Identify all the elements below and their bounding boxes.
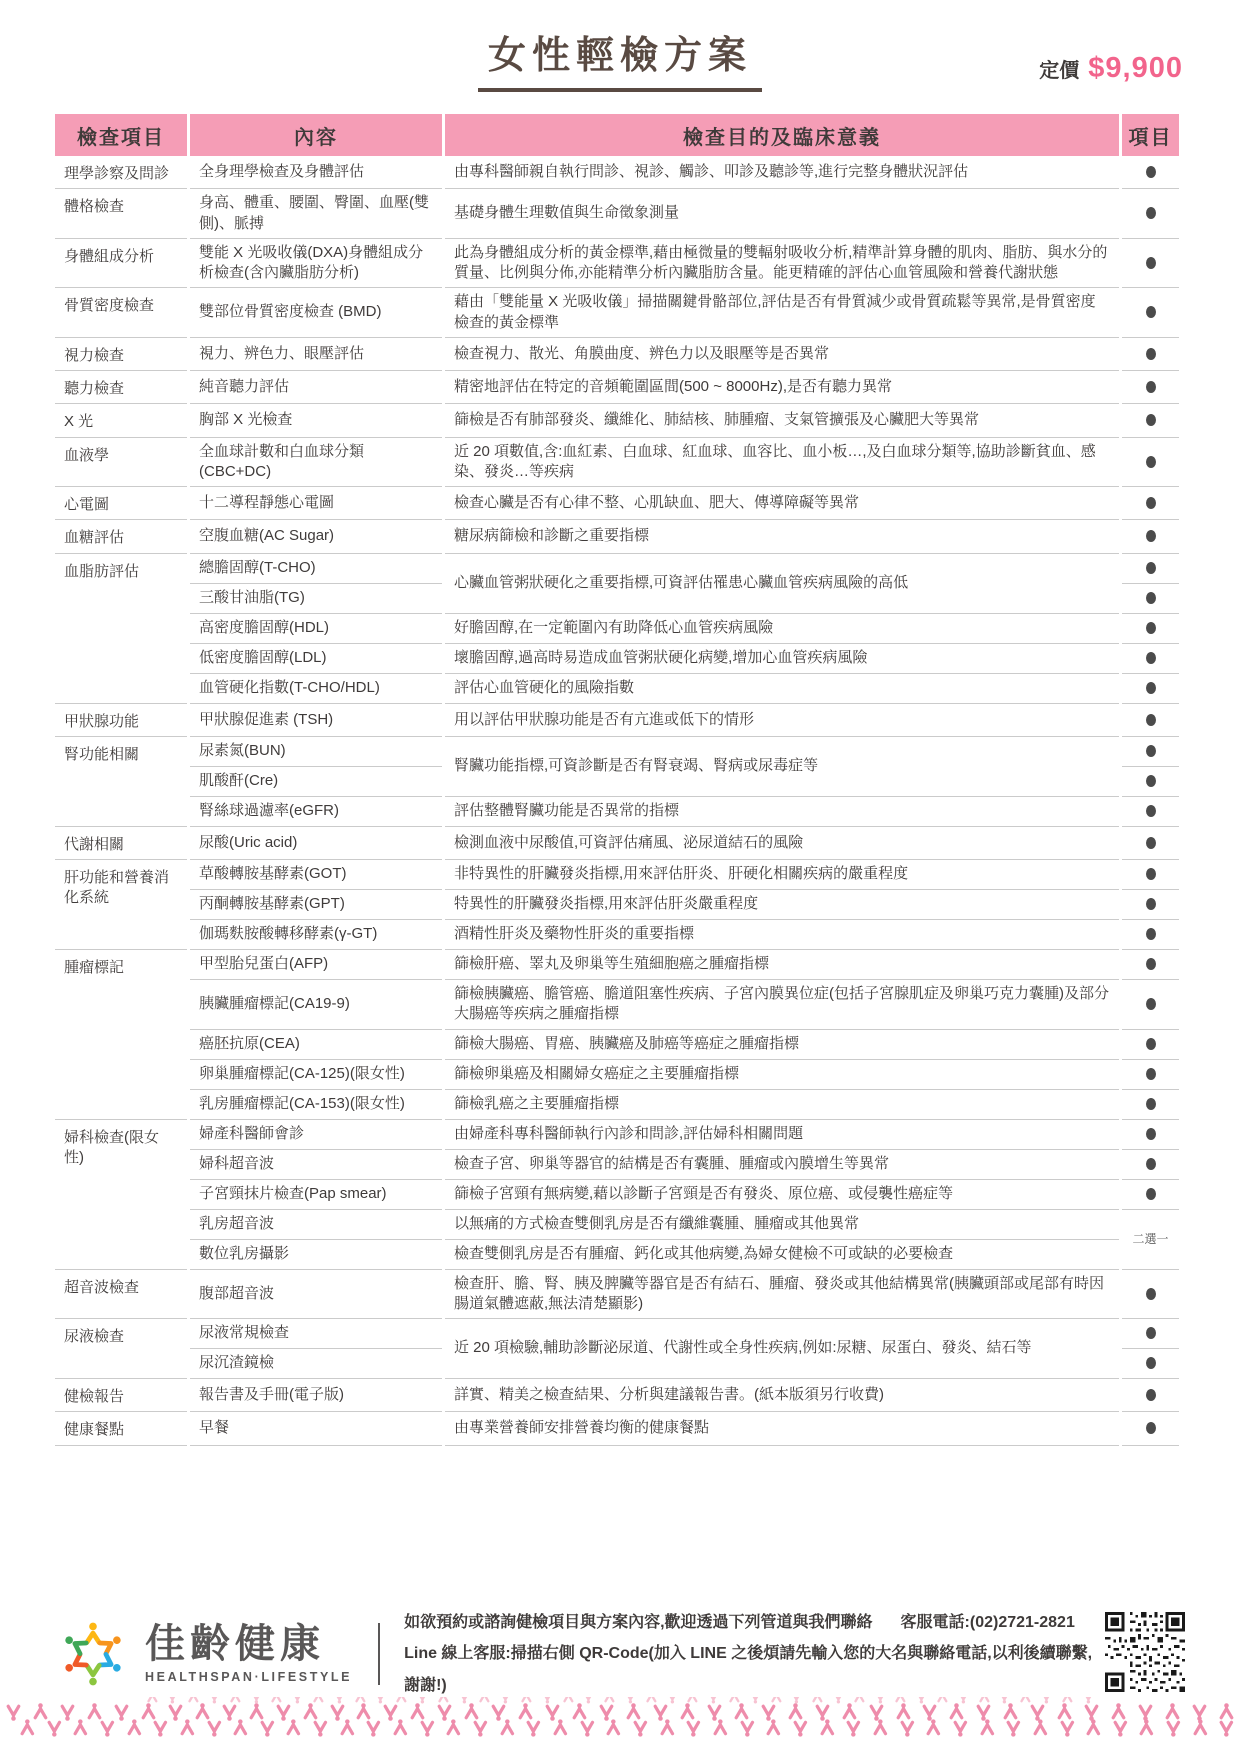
brand-logo-icon bbox=[55, 1616, 131, 1692]
content-cell: 甲型胎兒蛋白(AFP) bbox=[190, 950, 442, 980]
purpose-cell: 評估心血管硬化的風險指數 bbox=[445, 674, 1119, 704]
purpose-cell: 檢查視力、散光、角膜曲度、辨色力以及眼壓等是否異常 bbox=[445, 338, 1119, 371]
content-cell: 婦科超音波 bbox=[190, 1150, 442, 1180]
mark-cell bbox=[1122, 520, 1179, 553]
included-dot-icon bbox=[1146, 775, 1156, 787]
included-dot-icon bbox=[1146, 562, 1156, 574]
purpose-cell: 篩檢胰臟癌、膽管癌、膽道阻塞性疾病、子宮內膜異位症(包括子宮腺肌症及卵巢巧克力囊腫)及部分大腸癌等疾病之腫瘤指標 bbox=[445, 980, 1119, 1030]
included-dot-icon bbox=[1146, 837, 1156, 849]
table-row bbox=[55, 338, 1179, 371]
included-dot-icon bbox=[1146, 497, 1156, 509]
mark-cell bbox=[1122, 1270, 1179, 1320]
table-row bbox=[55, 371, 1179, 404]
table-row bbox=[55, 1180, 1179, 1210]
included-dot-icon bbox=[1146, 1357, 1156, 1369]
category-cell: 體格檢查 bbox=[55, 189, 187, 239]
purpose-cell: 酒精性肝炎及藥物性肝炎的重要指標 bbox=[445, 920, 1119, 950]
purpose-cell: 篩檢乳癌之主要腫瘤指標 bbox=[445, 1090, 1119, 1120]
purpose-cell: 檢查子宮、卵巢等器官的結構是否有囊腫、腫瘤或內膜增生等異常 bbox=[445, 1150, 1119, 1180]
table-row bbox=[55, 1412, 1179, 1445]
content-cell: 低密度膽固醇(LDL) bbox=[190, 644, 442, 674]
included-dot-icon bbox=[1146, 958, 1156, 970]
purpose-cell: 特異性的肝臟發炎指標,用來評估肝炎嚴重程度 bbox=[445, 890, 1119, 920]
brand-name: 佳齡健康 bbox=[145, 1622, 325, 1666]
category-cell: 婦科檢查(限女性) bbox=[55, 1120, 187, 1270]
category-cell: 甲狀腺功能 bbox=[55, 704, 187, 737]
included-dot-icon bbox=[1146, 928, 1156, 940]
included-dot-icon bbox=[1146, 1128, 1156, 1140]
contact-line-1 bbox=[404, 1607, 1093, 1638]
mark-cell bbox=[1122, 827, 1179, 860]
mark-cell bbox=[1122, 767, 1179, 797]
included-dot-icon bbox=[1146, 1038, 1156, 1050]
mark-cell bbox=[1122, 1412, 1179, 1445]
purpose-cell: 非特異性的肝臟發炎指標,用來評估肝炎、肝硬化相關疾病的嚴重程度 bbox=[445, 860, 1119, 890]
page-title: 女性輕檢方案 bbox=[478, 24, 762, 92]
footer bbox=[55, 1608, 1185, 1700]
content-cell: 甲狀腺促進素 (TSH) bbox=[190, 704, 442, 737]
price-value: $9,900 bbox=[1088, 52, 1183, 84]
mark-cell bbox=[1122, 554, 1179, 584]
column-header-content: 內容 bbox=[190, 114, 442, 156]
contact-channels-text: 如欲預約或諮詢健檢項目與方案內容,歡迎透過下列管道與我們聯絡 bbox=[404, 1614, 873, 1632]
included-dot-icon bbox=[1146, 1158, 1156, 1170]
content-cell: 雙部位骨質密度檢查 (BMD) bbox=[190, 288, 442, 338]
mark-cell bbox=[1122, 1090, 1179, 1120]
included-dot-icon bbox=[1146, 1188, 1156, 1200]
table-row bbox=[55, 1060, 1179, 1090]
content-cell: 尿酸(Uric acid) bbox=[190, 827, 442, 860]
purpose-cell: 糖尿病篩檢和診斷之重要指標 bbox=[445, 520, 1119, 553]
content-cell: 子宮頸抹片檢查(Pap smear) bbox=[190, 1180, 442, 1210]
content-cell: 報告書及手冊(電子版) bbox=[190, 1379, 442, 1412]
table-row bbox=[55, 1240, 1179, 1270]
purpose-cell: 腎臟功能指標,可資診斷是否有腎衰竭、腎病或尿毒症等 bbox=[445, 737, 1119, 797]
table-row bbox=[55, 614, 1179, 644]
purpose-cell: 心臟血管粥狀硬化之重要指標,可資評估罹患心臟血管疾病風險的高低 bbox=[445, 554, 1119, 614]
purpose-cell: 檢查心臟是否有心律不整、心肌缺血、肥大、傳導障礙等異常 bbox=[445, 487, 1119, 520]
included-dot-icon bbox=[1146, 622, 1156, 634]
mark-cell bbox=[1122, 674, 1179, 704]
price-tag bbox=[1039, 52, 1183, 85]
table-row bbox=[55, 404, 1179, 437]
purpose-cell: 好膽固醇,在一定範圍內有助降低心血管疾病風險 bbox=[445, 614, 1119, 644]
content-cell: 草酸轉胺基酵素(GOT) bbox=[190, 860, 442, 890]
category-cell: X 光 bbox=[55, 404, 187, 437]
included-dot-icon bbox=[1146, 1389, 1156, 1401]
mark-cell bbox=[1122, 644, 1179, 674]
table-row bbox=[55, 1319, 1179, 1349]
mark-cell bbox=[1122, 737, 1179, 767]
mark-cell bbox=[1122, 338, 1179, 371]
content-cell: 卵巢腫瘤標記(CA-125)(限女性) bbox=[190, 1060, 442, 1090]
included-dot-icon bbox=[1146, 745, 1156, 757]
content-cell: 腎絲球過濾率(eGFR) bbox=[190, 797, 442, 827]
table-row bbox=[55, 156, 1179, 189]
category-cell: 尿液檢查 bbox=[55, 1319, 187, 1379]
included-dot-icon bbox=[1146, 1327, 1156, 1339]
included-dot-icon bbox=[1146, 1422, 1156, 1434]
content-cell: 伽瑪麩胺酸轉移酵素(γ-GT) bbox=[190, 920, 442, 950]
included-dot-icon bbox=[1146, 1098, 1156, 1110]
content-cell: 腹部超音波 bbox=[190, 1270, 442, 1320]
purpose-cell: 詳實、精美之檢查結果、分析與建議報告書。(紙本版須另行收費) bbox=[445, 1379, 1119, 1412]
purpose-cell: 壞膽固醇,過高時易造成血管粥狀硬化病變,增加心血管疾病風險 bbox=[445, 644, 1119, 674]
table-row bbox=[55, 1379, 1179, 1412]
table-row bbox=[55, 860, 1179, 890]
category-cell: 血糖評估 bbox=[55, 520, 187, 553]
purpose-cell: 篩檢肝癌、睪丸及卵巢等生殖細胞癌之腫瘤指標 bbox=[445, 950, 1119, 980]
mark-cell bbox=[1122, 614, 1179, 644]
purpose-cell: 以無痛的方式檢查雙側乳房是否有纖維囊腫、腫瘤或其他異常 bbox=[445, 1210, 1119, 1240]
table-row bbox=[55, 890, 1179, 920]
mark-cell bbox=[1122, 860, 1179, 890]
content-cell: 癌胚抗原(CEA) bbox=[190, 1030, 442, 1060]
table-row bbox=[55, 239, 1179, 289]
mark-cell bbox=[1122, 288, 1179, 338]
purpose-cell: 精密地評估在特定的音頻範圍區間(500 ~ 8000Hz),是否有聽力異常 bbox=[445, 371, 1119, 404]
content-cell: 乳房腫瘤標記(CA-153)(限女性) bbox=[190, 1090, 442, 1120]
column-header-item: 檢查項目 bbox=[55, 114, 187, 156]
included-dot-icon bbox=[1146, 381, 1156, 393]
column-header-purpose: 檢查目的及臨床意義 bbox=[445, 114, 1119, 156]
purpose-cell: 近 20 項數值,含:血紅素、白血球、紅血球、血容比、血小板…,及白血球分類等,協助診斷貧血、感染、發炎…等疾病 bbox=[445, 438, 1119, 488]
included-dot-icon bbox=[1146, 682, 1156, 694]
mark-cell bbox=[1122, 438, 1179, 488]
column-header-mark: 項目 bbox=[1122, 114, 1179, 156]
table-row bbox=[55, 704, 1179, 737]
content-cell: 血管硬化指數(T-CHO/HDL) bbox=[190, 674, 442, 704]
mark-cell bbox=[1122, 404, 1179, 437]
included-dot-icon bbox=[1146, 257, 1156, 269]
table-row bbox=[55, 1270, 1179, 1320]
purpose-cell: 評估整體腎臟功能是否異常的指標 bbox=[445, 797, 1119, 827]
mark-cell bbox=[1122, 1030, 1179, 1060]
content-cell: 丙酮轉胺基酵素(GPT) bbox=[190, 890, 442, 920]
category-cell: 血脂肪評估 bbox=[55, 554, 187, 704]
qr-code-image bbox=[1105, 1612, 1185, 1692]
included-dot-icon bbox=[1146, 166, 1156, 178]
table-row bbox=[55, 737, 1179, 767]
purpose-cell: 篩檢卵巢癌及相關婦女癌症之主要腫瘤指標 bbox=[445, 1060, 1119, 1090]
content-cell: 尿素氮(BUN) bbox=[190, 737, 442, 767]
qr-code bbox=[1105, 1612, 1185, 1697]
mark-cell bbox=[1122, 980, 1179, 1030]
brand-tagline: HEALTHSPAN·LIFESTYLE bbox=[145, 1670, 353, 1684]
category-cell: 心電圖 bbox=[55, 487, 187, 520]
included-dot-icon bbox=[1146, 530, 1156, 542]
category-cell: 腎功能相關 bbox=[55, 737, 187, 827]
content-cell: 純音聽力評估 bbox=[190, 371, 442, 404]
table-row bbox=[55, 827, 1179, 860]
purpose-cell: 由專業營養師安排營養均衡的健康餐點 bbox=[445, 1412, 1119, 1445]
table-row bbox=[55, 920, 1179, 950]
purpose-cell: 篩檢是否有肺部發炎、纖維化、肺結核、肺腫瘤、支氣管擴張及心臟肥大等異常 bbox=[445, 404, 1119, 437]
included-dot-icon bbox=[1146, 456, 1156, 468]
category-cell: 血液學 bbox=[55, 438, 187, 488]
mark-cell bbox=[1122, 890, 1179, 920]
content-cell: 尿沉渣鏡檢 bbox=[190, 1349, 442, 1379]
table-row bbox=[55, 980, 1179, 1030]
purpose-cell: 近 20 項檢驗,輔助診斷泌尿道、代謝性或全身性疾病,例如:尿糖、尿蛋白、發炎、結石等 bbox=[445, 1319, 1119, 1379]
table-row bbox=[55, 1090, 1179, 1120]
mark-cell bbox=[1122, 487, 1179, 520]
included-dot-icon bbox=[1146, 652, 1156, 664]
content-cell: 肌酸酐(Cre) bbox=[190, 767, 442, 797]
content-cell: 身高、體重、腰圍、臀圍、血壓(雙側)、脈搏 bbox=[190, 189, 442, 239]
table-row bbox=[55, 288, 1179, 338]
included-dot-icon bbox=[1146, 592, 1156, 604]
table-row bbox=[55, 797, 1179, 827]
mark-cell bbox=[1122, 1349, 1179, 1379]
content-cell: 尿液常規檢查 bbox=[190, 1319, 442, 1349]
purpose-cell: 檢查雙側乳房是否有腫瘤、鈣化或其他病變,為婦女健檢不可或缺的必要檢查 bbox=[445, 1240, 1119, 1270]
contact-info bbox=[404, 1607, 1093, 1701]
table-row bbox=[55, 950, 1179, 980]
purpose-cell: 由婦產科專科醫師執行內診和問診,評估婦科相關問題 bbox=[445, 1120, 1119, 1150]
mark-cell bbox=[1122, 1150, 1179, 1180]
included-dot-icon bbox=[1146, 348, 1156, 360]
bottom-pattern bbox=[0, 1697, 1240, 1753]
purpose-cell: 用以評估甲狀腺功能是否有亢進或低下的情形 bbox=[445, 704, 1119, 737]
table-row bbox=[55, 1210, 1179, 1240]
phone-number: 客服電話:(02)2721-2821 bbox=[900, 1614, 1075, 1632]
content-cell: 早餐 bbox=[190, 1412, 442, 1445]
price-label: 定價 bbox=[1039, 60, 1080, 82]
contact-line-2: Line 線上客服:掃描右側 QR-Code(加入 LINE 之後煩請先輸入您的大名與聯絡電話,以利後續聯繫,謝謝!) bbox=[404, 1645, 1093, 1694]
included-dot-icon bbox=[1146, 805, 1156, 817]
category-cell: 聽力檢查 bbox=[55, 371, 187, 404]
mark-cell bbox=[1122, 1319, 1179, 1349]
purpose-cell: 檢測血液中尿酸值,可資評估痛風、泌尿道結石的風險 bbox=[445, 827, 1119, 860]
mark-cell bbox=[1122, 920, 1179, 950]
category-cell: 理學診察及問診 bbox=[55, 156, 187, 189]
content-cell: 十二導程靜態心電圖 bbox=[190, 487, 442, 520]
table-row bbox=[55, 1150, 1179, 1180]
category-cell: 骨質密度檢查 bbox=[55, 288, 187, 338]
mark-cell bbox=[1122, 1180, 1179, 1210]
category-cell: 視力檢查 bbox=[55, 338, 187, 371]
mark-cell bbox=[1122, 1120, 1179, 1150]
category-cell: 健康餐點 bbox=[55, 1412, 187, 1445]
included-dot-icon bbox=[1146, 207, 1156, 219]
content-cell: 婦產科醫師會診 bbox=[190, 1120, 442, 1150]
mark-cell bbox=[1122, 1060, 1179, 1090]
content-cell: 視力、辨色力、眼壓評估 bbox=[190, 338, 442, 371]
category-cell: 身體組成分析 bbox=[55, 239, 187, 289]
table-row bbox=[55, 674, 1179, 704]
brand-logo bbox=[55, 1616, 352, 1692]
table-row bbox=[55, 487, 1179, 520]
purpose-cell: 基礎身體生理數值與生命徵象測量 bbox=[445, 189, 1119, 239]
mark-cell bbox=[1122, 704, 1179, 737]
purpose-cell: 由專科醫師親自執行問診、視診、觸診、叩診及聽診等,進行完整身體狀況評估 bbox=[445, 156, 1119, 189]
content-cell: 高密度膽固醇(HDL) bbox=[190, 614, 442, 644]
content-cell: 三酸甘油脂(TG) bbox=[190, 584, 442, 614]
mark-cell bbox=[1122, 584, 1179, 614]
purpose-cell: 篩檢子宮頸有無病變,藉以診斷子宮頸是否有發炎、原位癌、或侵襲性癌症等 bbox=[445, 1180, 1119, 1210]
category-cell: 腫瘤標記 bbox=[55, 950, 187, 1120]
included-dot-icon bbox=[1146, 868, 1156, 880]
purpose-cell: 篩檢大腸癌、胃癌、胰臟癌及肺癌等癌症之腫瘤指標 bbox=[445, 1030, 1119, 1060]
included-dot-icon bbox=[1146, 998, 1156, 1010]
table-row bbox=[55, 520, 1179, 553]
mark-cell bbox=[1122, 156, 1179, 189]
table-row bbox=[55, 554, 1179, 584]
mark-cell bbox=[1122, 189, 1179, 239]
included-dot-icon bbox=[1146, 306, 1156, 318]
included-dot-icon bbox=[1146, 898, 1156, 910]
mark-cell bbox=[1122, 797, 1179, 827]
included-dot-icon bbox=[1146, 414, 1156, 426]
table-row bbox=[55, 1120, 1179, 1150]
mark-cell bbox=[1122, 1379, 1179, 1412]
mark-cell bbox=[1122, 239, 1179, 289]
content-cell: 數位乳房攝影 bbox=[190, 1240, 442, 1270]
category-cell: 健檢報告 bbox=[55, 1379, 187, 1412]
category-cell: 肝功能和營養消化系統 bbox=[55, 860, 187, 950]
table-row bbox=[55, 1030, 1179, 1060]
choice-mark-cell: 二選一 bbox=[1122, 1210, 1179, 1270]
table-row bbox=[55, 438, 1179, 488]
table-row bbox=[55, 189, 1179, 239]
included-dot-icon bbox=[1146, 1068, 1156, 1080]
included-dot-icon bbox=[1146, 1288, 1156, 1300]
content-cell: 胰臟腫瘤標記(CA19-9) bbox=[190, 980, 442, 1030]
purpose-cell: 此為身體組成分析的黃金標準,藉由極微量的雙輻射吸收分析,精準計算身體的肌肉、脂肪、與水分的質量、比例與分佈,亦能精準分析內臟脂肪含量。能更精確的評估心血管風險和營養代謝狀態 bbox=[445, 239, 1119, 289]
content-cell: 雙能 X 光吸收儀(DXA)身體組成分析檢查(含內臟脂肪分析) bbox=[190, 239, 442, 289]
content-cell: 空腹血糖(AC Sugar) bbox=[190, 520, 442, 553]
content-cell: 總膽固醇(T-CHO) bbox=[190, 554, 442, 584]
content-cell: 乳房超音波 bbox=[190, 1210, 442, 1240]
category-cell: 超音波檢查 bbox=[55, 1270, 187, 1320]
mark-cell bbox=[1122, 950, 1179, 980]
table-header-row bbox=[55, 114, 1179, 156]
included-dot-icon bbox=[1146, 714, 1156, 726]
content-cell: 全血球計數和白血球分類(CBC+DC) bbox=[190, 438, 442, 488]
purpose-cell: 藉由「雙能量 X 光吸收儀」掃描關鍵骨骼部位,評估是否有骨質減少或骨質疏鬆等異常,是骨質密度檢查的黃金標準 bbox=[445, 288, 1119, 338]
checkup-plan-table bbox=[52, 114, 1182, 1446]
category-cell: 代謝相關 bbox=[55, 827, 187, 860]
footer-divider bbox=[378, 1623, 380, 1685]
content-cell: 全身理學檢查及身體評估 bbox=[190, 156, 442, 189]
mark-cell bbox=[1122, 371, 1179, 404]
content-cell: 胸部 X 光檢查 bbox=[190, 404, 442, 437]
purpose-cell: 檢查肝、膽、腎、胰及脾臟等器官是否有結石、腫瘤、發炎或其他結構異常(胰臟頭部或尾部有時因腸道氣體遮蔽,無法清楚顯影) bbox=[445, 1270, 1119, 1320]
table-row bbox=[55, 644, 1179, 674]
